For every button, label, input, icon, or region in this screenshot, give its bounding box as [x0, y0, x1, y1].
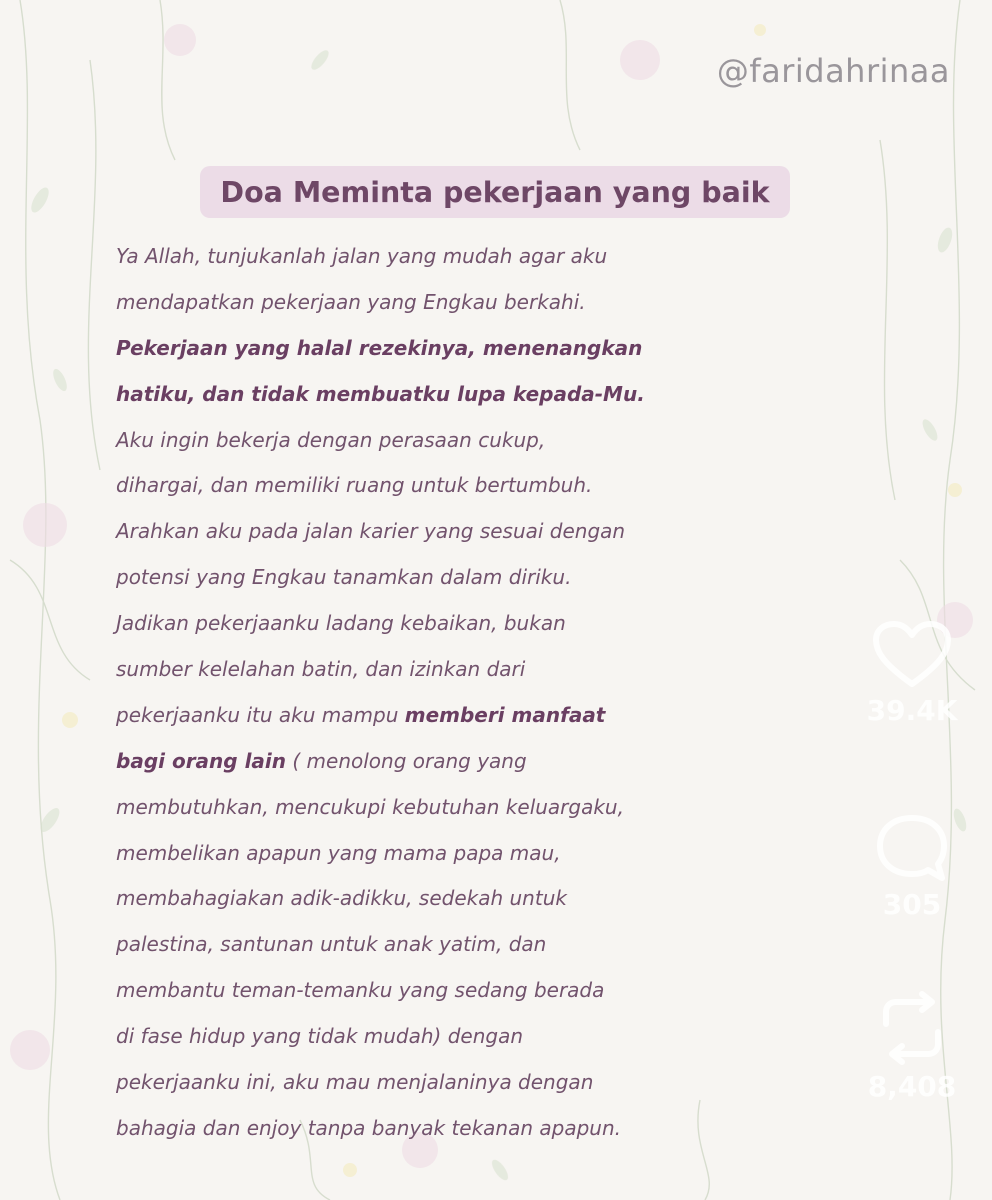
heart-icon — [872, 620, 952, 690]
bold-text-segment: memberi manfaat — [404, 702, 606, 727]
text-segment: membelikan apapun yang mama papa mau, — [116, 840, 561, 865]
repost-icon — [872, 990, 952, 1066]
repost-button[interactable] — [862, 990, 962, 1103]
text-line — [116, 739, 916, 785]
text-line — [116, 693, 916, 739]
username-handle[interactable]: @faridahrinaa — [716, 52, 950, 90]
text-line — [116, 326, 916, 372]
text-segment: Jadikan pekerjaanku ladang kebaikan, bukan — [116, 611, 566, 636]
text-line — [116, 280, 916, 326]
text-line — [116, 234, 916, 280]
text-line — [116, 876, 916, 922]
text-segment: Aku ingin bekerja dengan perasaan cukup, — [116, 427, 546, 452]
comment-button[interactable] — [862, 812, 962, 921]
text-line — [116, 1014, 916, 1060]
text-line — [116, 785, 916, 831]
comment-icon — [872, 812, 952, 884]
text-segment: dihargai, dan memiliki ruang untuk bertumbuh. — [116, 473, 593, 498]
bold-text-segment: Pekerjaan yang halal rezekinya, menenangkan — [116, 335, 643, 360]
text-segment: sumber kelelahan batin, dan izinkan dari — [116, 657, 526, 682]
text-line — [116, 831, 916, 877]
text-segment: pekerjaanku ini, aku mau menjalaninya dengan — [116, 1070, 594, 1095]
bold-text-segment: hatiku, dan tidak membuatku lupa kepada-Mu. — [116, 381, 645, 406]
text-line — [116, 418, 916, 464]
text-segment: bahagia dan enjoy tanpa banyak tekanan apapun. — [116, 1115, 621, 1140]
repost-count: 8,408 — [867, 1070, 957, 1103]
text-line — [116, 647, 916, 693]
text-line — [116, 372, 916, 418]
title-banner — [200, 166, 790, 218]
page-title: Doa Meminta pekerjaan yang baik — [220, 175, 770, 209]
text-line — [116, 1106, 916, 1152]
text-segment: ( menolong orang yang — [286, 748, 527, 773]
text-segment: Arahkan aku pada jalan karier yang sesuai dengan — [116, 519, 626, 544]
text-line — [116, 922, 916, 968]
text-segment: potensi yang Engkau tanamkan dalam diriku. — [116, 565, 572, 590]
text-segment: mendapatkan pekerjaan yang Engkau berkahi. — [116, 289, 586, 314]
prayer-text — [116, 234, 916, 1152]
text-segment: membutuhkan, mencukupi kebutuhan keluargaku, — [116, 794, 624, 819]
text-line — [116, 555, 916, 601]
text-segment: membantu teman-temanku yang sedang berada — [116, 978, 605, 1003]
comment-count: 305 — [882, 888, 942, 921]
like-count: 39.4K — [866, 694, 958, 727]
text-line — [116, 968, 916, 1014]
like-button[interactable] — [862, 620, 962, 727]
text-segment: pekerjaanku itu aku mampu — [116, 702, 405, 727]
text-line — [116, 1060, 916, 1106]
text-line — [116, 601, 916, 647]
text-segment: palestina, santunan untuk anak yatim, dan — [116, 932, 547, 957]
text-line — [116, 509, 916, 555]
bold-text-segment: bagi orang lain — [116, 748, 287, 773]
text-line — [116, 463, 916, 509]
text-segment: Ya Allah, tunjukanlah jalan yang mudah agar aku — [116, 244, 608, 268]
text-segment: membahagiakan adik-adikku, sedekah untuk — [116, 886, 567, 911]
text-segment: di fase hidup yang tidak mudah) dengan — [116, 1024, 524, 1049]
